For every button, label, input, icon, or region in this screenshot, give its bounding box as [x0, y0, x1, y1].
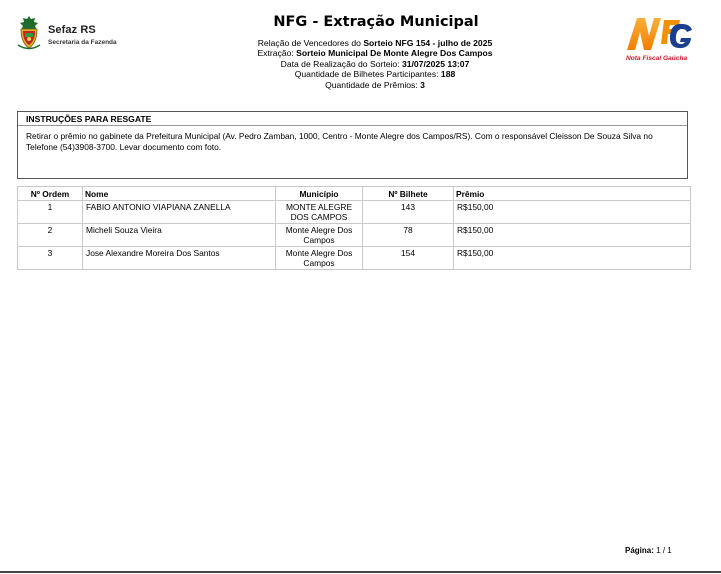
cell-bilhete: 78	[363, 224, 454, 247]
page-value: 1 / 1	[656, 546, 672, 555]
nfg-caption: Nota Fiscal Gaúcha	[626, 55, 688, 62]
data-value: 31/07/2025 13:07	[401, 58, 470, 69]
page-label: Página:	[625, 546, 654, 555]
sefaz-title: Sefaz RS	[48, 24, 96, 36]
extracao-value: Sorteio Municipal De Monte Alegre Dos Campos	[296, 48, 493, 59]
premios-value: 3	[420, 79, 425, 90]
cell-ordem: 2	[18, 224, 83, 247]
col-header-nome: Nome	[83, 187, 276, 201]
relacao-value: Sorteio NFG 154 - julho de 2025	[363, 38, 493, 48]
cell-municipio: Monte Alegre Dos Campos	[276, 224, 363, 247]
page-indicator	[625, 546, 672, 555]
winners-table	[17, 186, 691, 270]
col-header-bilhete: Nº Bilhete	[363, 187, 454, 201]
bottom-divider	[0, 571, 721, 573]
cell-municipio: MONTE ALEGRE DOS CAMPOS	[276, 201, 363, 224]
table-header-row	[18, 187, 691, 201]
instructions-box	[17, 111, 688, 179]
draw-metadata	[200, 38, 550, 90]
bilhetes-label: Quantidade de Bilhetes Participantes:	[294, 69, 439, 80]
relacao-line	[200, 38, 550, 48]
relacao-label: Relação de Vencedores do	[257, 38, 361, 48]
cell-nome: FABIO ANTONIO VIAPIANA ZANELLA	[83, 201, 276, 224]
cell-ordem: 1	[18, 201, 83, 224]
premios-line	[200, 80, 550, 90]
premios-label: Quantidade de Prêmios:	[325, 79, 418, 90]
extracao-line	[200, 48, 550, 58]
extracao-label: Extração:	[257, 48, 294, 59]
cell-ordem: 3	[18, 247, 83, 270]
cell-nome: Jose Alexandre Moreira Dos Santos	[83, 247, 276, 270]
data-label: Data de Realização do Sorteio:	[280, 58, 400, 69]
cell-premio: R$150,00	[454, 201, 691, 224]
nfg-logo-icon	[624, 14, 694, 56]
table-row	[18, 224, 691, 247]
col-header-premio: Prêmio	[454, 187, 691, 201]
col-header-municipio: Município	[276, 187, 363, 201]
col-header-ordem: Nº Ordem	[18, 187, 83, 201]
sefaz-subtitle: Secretaria da Fazenda	[48, 39, 117, 46]
cell-municipio: Monte Alegre Dos Campos	[276, 247, 363, 270]
table-row	[18, 201, 691, 224]
cell-premio: R$150,00	[454, 224, 691, 247]
table-row	[18, 247, 691, 270]
bilhetes-line	[200, 69, 550, 79]
cell-premio: R$150,00	[454, 247, 691, 270]
cell-bilhete: 154	[363, 247, 454, 270]
bilhetes-value: 188	[440, 69, 456, 80]
data-line	[200, 59, 550, 69]
nfg-logo	[624, 14, 694, 66]
instructions-divider	[18, 125, 687, 126]
instructions-text: Retirar o prêmio no gabinete da Prefeitura Municipal (Av. Pedro Zamban, 1000, Centro - Monte Alegre dos Campos/RS). Com o responsável Cleisson De Souza Silva no Telefone (54)3908-3700. Levar documento com foto.	[26, 131, 653, 152]
cell-nome: Micheli Souza Vieira	[83, 224, 276, 247]
instructions-heading: INSTRUÇÕES PARA RESGATE	[26, 114, 152, 124]
cell-bilhete: 143	[363, 201, 454, 224]
page-title: NFG - Extração Municipal	[273, 14, 479, 30]
